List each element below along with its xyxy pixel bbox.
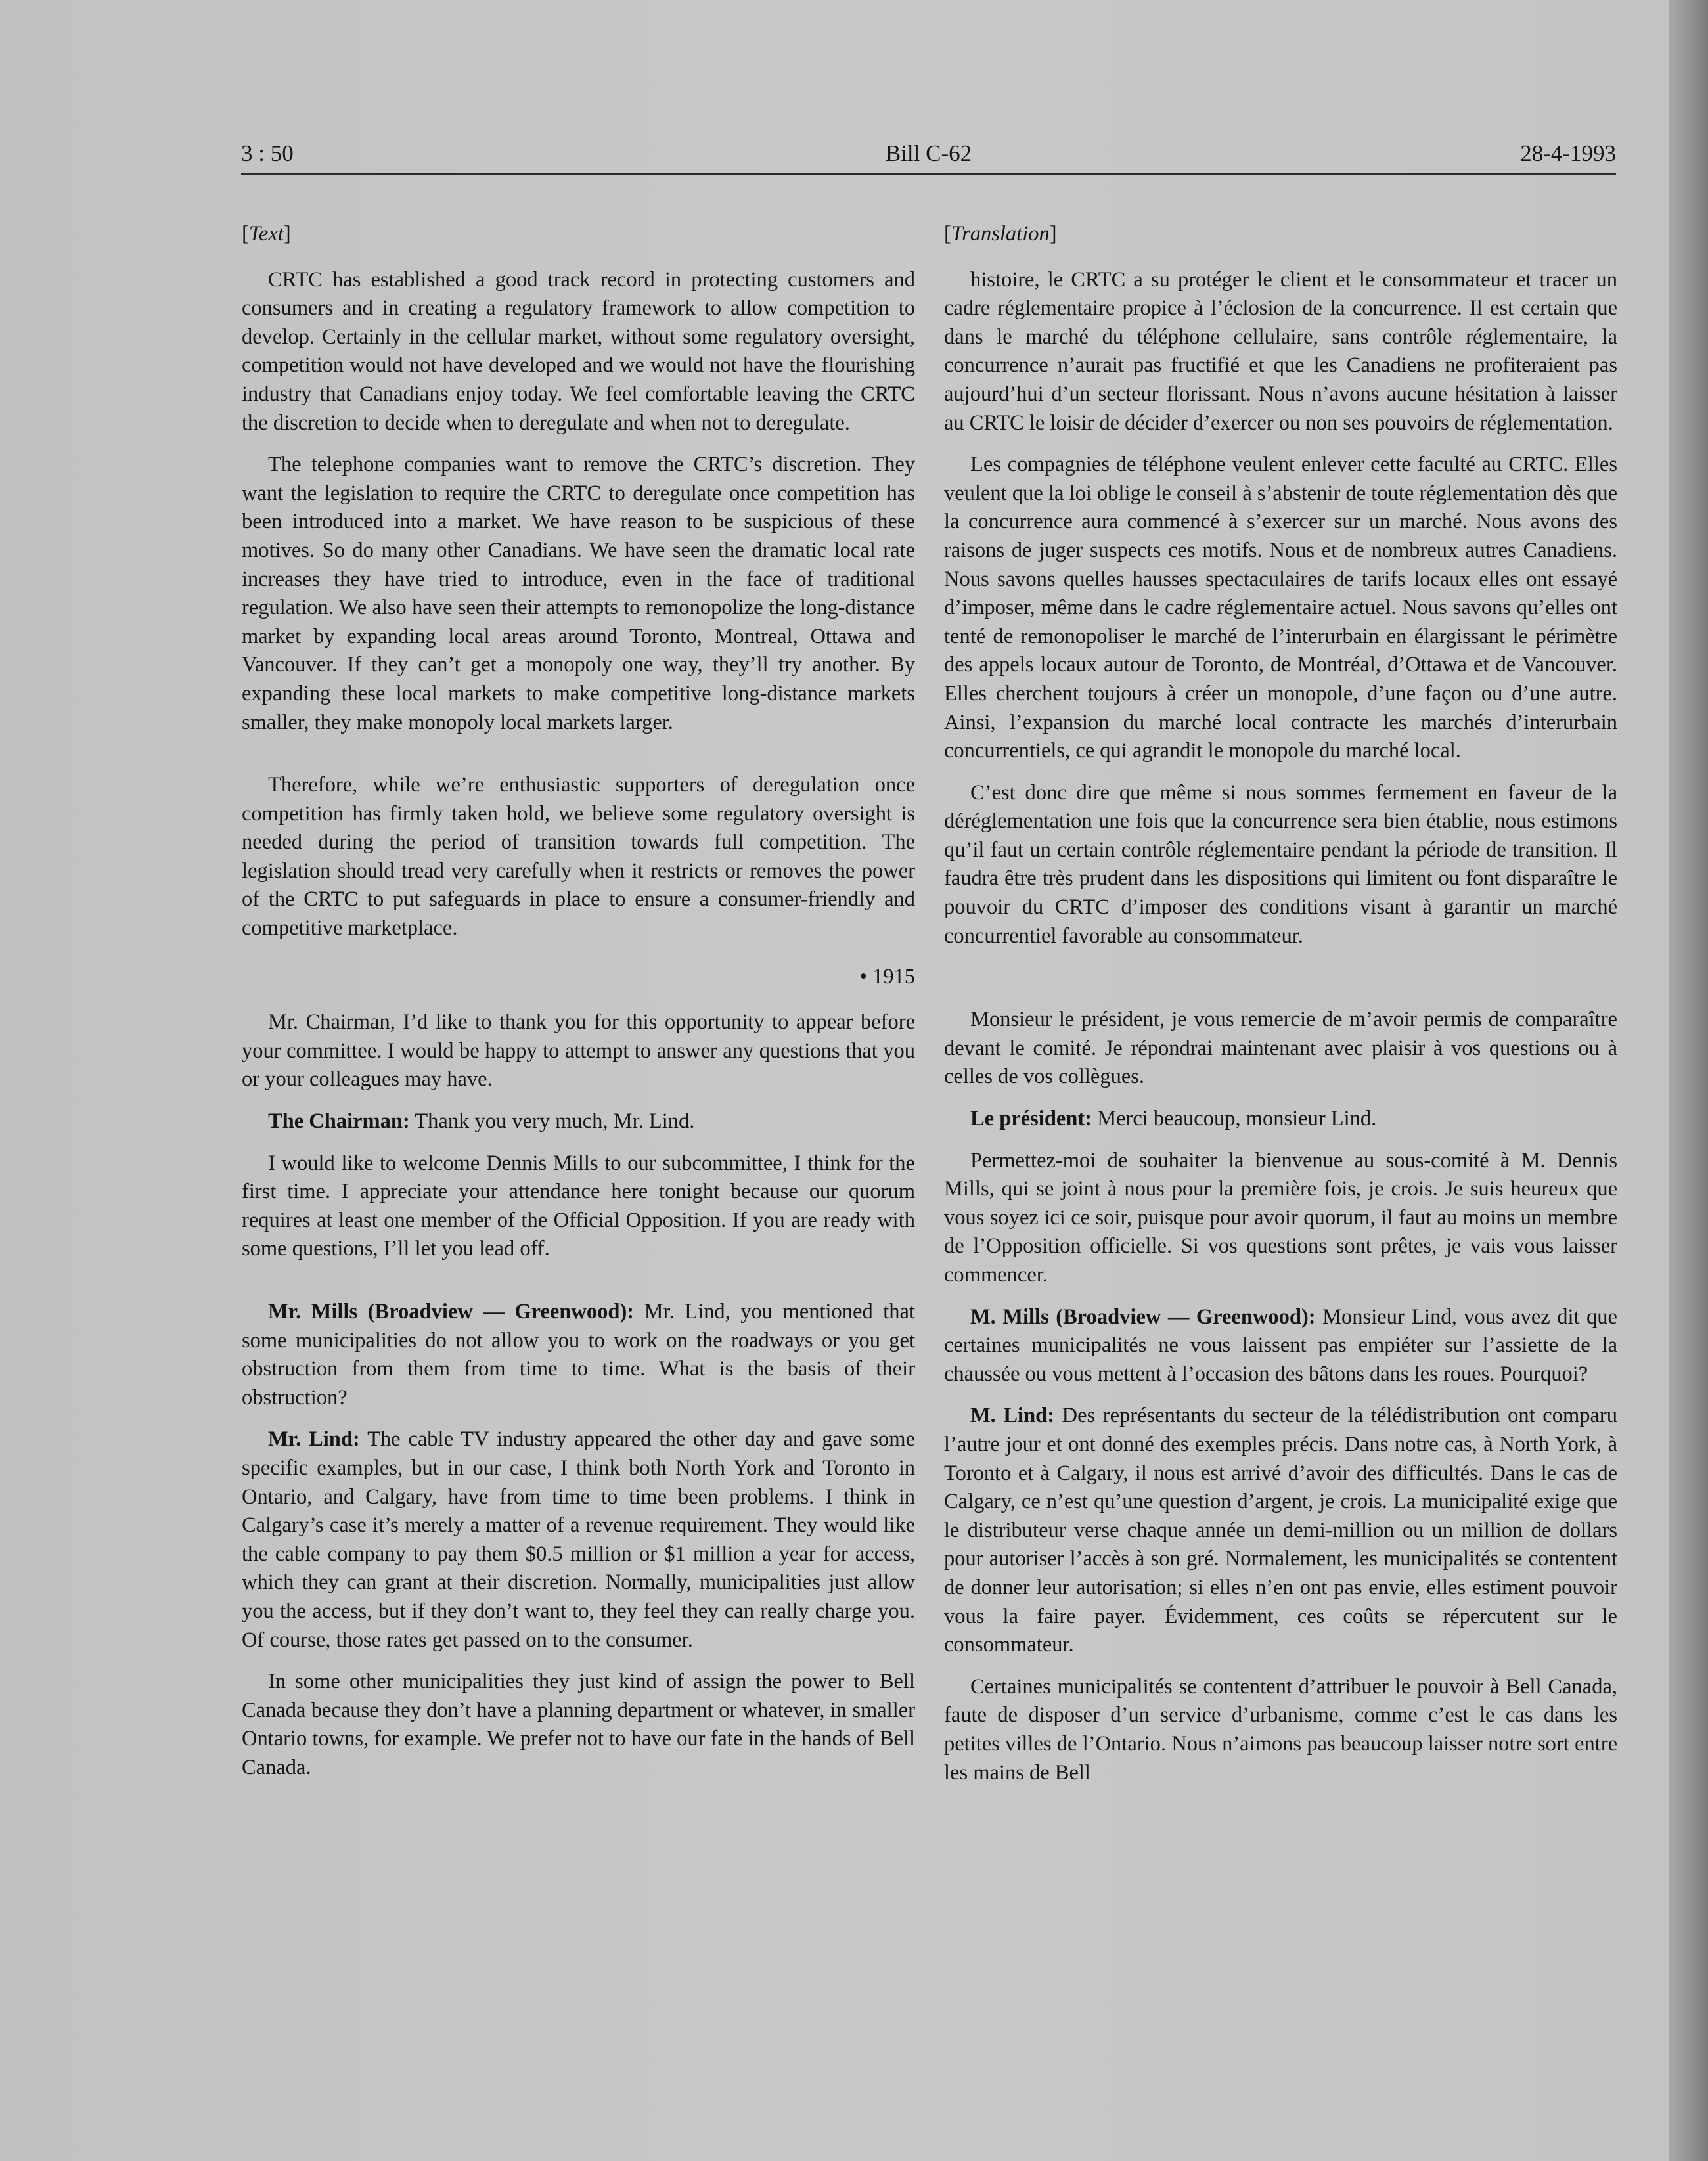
english-paragraph: The telephone companies want to remove the CRTC’s discretion. They want the legislation to require the CRTC to deregulate once competition has been introduced into a market. We have reason to be suspicious of these motives. So do many other Canadians. We have seen the dramatic local rate increases they have tried to introduce, even in the face of traditional regulation. We also have seen their attempts to remonopolize the long-distance market by expanding local areas around Toronto, Montreal, Ottawa and Vancouver. If they can’t get a monopoly one way, they’ll try another. By expanding these local markets to make competitive long-distance markets smaller, they make monopoly local markets larger.	[242, 453, 915, 734]
english-paragraph: The Chairman: Thank you very much, Mr. Lind.	[268, 1109, 695, 1134]
english-paragraph: CRTC has established a good track record in protecting customers and consumers and in creating a regulatory framework to allow competition to develop. Certainly in the cellular market, without some regulatory oversight, competition would not have developed and we would not have the flourishing industry that Canadians enjoy today. We feel comfortable leaving the CRTC the discretion to decide when to deregulate and when not to deregulate.	[242, 267, 915, 435]
text-label: [Text]	[242, 222, 291, 246]
french-paragraph: M. Mills (Broadview — Greenwood): Monsieur Lind, vous avez dit que certaines municipalités ne vous laissent pas empiéter sur l’assiette de la chaussée ou vous mettent à l’occasion des bâtons dans les roues. Pourquoi?	[944, 1304, 1617, 1386]
header-rule	[241, 173, 1616, 175]
speaker-name: M. Mills (Broadview — Greenwood):	[970, 1304, 1316, 1329]
page-edge-shadow	[1669, 0, 1708, 2161]
speaker-name: M. Lind:	[970, 1404, 1055, 1428]
time-marker: • 1915	[859, 964, 915, 989]
french-paragraph: C’est donc dire que même si nous sommes fermement en faveur de la déréglementation une fois que la concurrence sera bien établie, nous estimons qu’il faut un certain contrôle réglementaire pendant la période de transition. Il faudra être très prudent dans les dispositions qui limitent ou font disparaître le pouvoir du CRTC d’imposer des conditions visant à garantir un marché concurrentiel favorable au consommateur.	[944, 780, 1617, 948]
french-column	[944, 220, 1617, 1787]
english-paragraph: Mr. Mills (Broadview — Greenwood): Mr. Lind, you mentioned that some municipalities do not allow you to work on the roadways or you get obstruction from them from time to time. What is the basis of their obstruction?	[242, 1300, 915, 1410]
french-paragraph: Monsieur le président, je vous remercie de m’avoir permis de comparaître devant le comité. Je répondrai maintenant avec plaisir à vos questions ou à celles de vos collègues.	[944, 1008, 1617, 1089]
speaker-name: Le président:	[970, 1107, 1092, 1131]
speaker-name: Mr. Mills (Broadview — Greenwood):	[268, 1300, 635, 1324]
french-paragraph: Les compagnies de téléphone veulent enlever cette faculté au CRTC. Elles veulent que la loi oblige le conseil à s’abstenir de toute réglementation dès que la concurrence aura commencé à s’exercer sur un marché. Nous avons des raisons de juger suspects ces motifs. Nous et de nombreux autres Canadiens. Nous savons quelles hausses spectaculaires de tarifs locaux elles ont essayé d’imposer, même dans le cadre réglementaire actuel. Nous savons qu’elles ont tenté de remonopoliser le marché de l’interurbain en élargissant le périmètre des appels locaux autour de Toronto, de Montréal, d’Ottawa et de Vancouver. Elles cherchent toujours à créer un monopole, d’une façon ou d’une autre. Ainsi, l’expansion du marché local contracte les marchés d’interurbain concurrentiels, ce qui agrandit le monopole du marché local.	[944, 453, 1617, 763]
english-paragraph: Mr. Chairman, I’d like to thank you for this opportunity to appear before your committee. I would be happy to attempt to answer any questions that you or your colleagues may have.	[242, 1010, 915, 1092]
translation-label: [Translation]	[944, 222, 1057, 246]
english-paragraph: Therefore, while we’re enthusiastic supporters of deregulation once competition has firmly taken hold, we believe some regulatory oversight is needed during the period of transition towards full competition. The legislation should tread very carefully when it restricts or removes the power of the CRTC to put safeguards in place to ensure a consumer-friendly and competitive marketplace.	[242, 773, 915, 941]
english-paragraph: In some other municipalities they just kind of assign the power to Bell Canada because they don’t have a planning department or whatever, in smaller Ontario towns, for example. We prefer not to have our fate in the hands of Bell Canada.	[242, 1670, 915, 1779]
french-paragraph: M. Lind: Des représentants du secteur de la télédistribution ont comparu l’autre jour et ont donné des exemples précis. Dans notre cas, à North York, à Toronto et à Calgary, il nous est arrivé d’avoir des difficultés. Dans le cas de Calgary, ce n’est qu’une question d’argent, je crois. La municipalité exige que le distributeur verse chaque année un demi-million ou un million de dollars pour autoriser l’accès à son gré. Normalement, les municipalités se contentent de donner leur autorisation; si elles n’en ont pas envie, elles estiment pouvoir vous la faire payer. Évidemment, ces coûts se répercutent sur le consommateur.	[944, 1404, 1617, 1657]
bill-title: Bill C-62	[885, 141, 972, 166]
speaker-name: The Chairman:	[268, 1109, 410, 1134]
english-paragraph: I would like to welcome Dennis Mills to our subcommittee, I think for the first time. I appreciate your attendance here tonight because our quorum requires at least one member of the Official Opposition. If you are ready with some questions, I’ll let you lead off.	[242, 1151, 915, 1261]
french-paragraph: Le président: Merci beaucoup, monsieur Lind.	[970, 1107, 1377, 1131]
french-paragraph: histoire, le CRTC a su protéger le client et le consommateur et tracer un cadre réglementaire propice à l’éclosion de la concurrence. Il est certain que dans le marché du téléphone cellulaire, sans contrôle réglementaire, la concurrence n’aurait pas fructifié et que les Canadiens ne profiteraient pas aujourd’hui d’un secteur florissant. Nous n’avons aucune hésitation à laisser au CRTC le loisir de décider d’exercer ou non ses pouvoirs de réglementation.	[944, 267, 1617, 435]
english-column	[242, 220, 915, 1783]
french-paragraph: Permettez-moi de souhaiter la bienvenue au sous-comité à M. Dennis Mills, qui se joint à nous pour la première fois, je crois. Je suis heureux que vous soyez ici ce soir, puisque pour avoir quorum, il faut au moins un membre de l’Opposition officielle. Si vos questions sont prêtes, je vais vous laisser commencer.	[944, 1148, 1617, 1287]
speaker-name: Mr. Lind:	[268, 1427, 360, 1452]
french-paragraph: Certaines municipalités se contentent d’attribuer le pouvoir à Bell Canada, faute de disposer d’un service d’urbanisme, comme c’est le cas dans les petites villes de l’Ontario. Nous n’aimons pas beaucoup laisser notre sort entre les mains de Bell	[944, 1674, 1617, 1785]
sitting-date: 28-4-1993	[1520, 141, 1616, 166]
english-paragraph: Mr. Lind: The cable TV industry appeared the other day and gave some specific examples, but in our case, I think both North York and Toronto in Ontario, and Calgary, have from time to time been problems. I think in Calgary’s case it’s merely a matter of a revenue requirement. They would like the cable company to pay them $0.5 million or $1 million a year for access, which they can grant at their discretion. Normally, municipalities just allow you the access, but if they don’t want to, they feel they can really charge you. Of course, those rates get passed on to the consumer.	[242, 1427, 916, 1652]
page-header	[241, 141, 1616, 173]
page-number: 3 : 50	[241, 141, 294, 166]
